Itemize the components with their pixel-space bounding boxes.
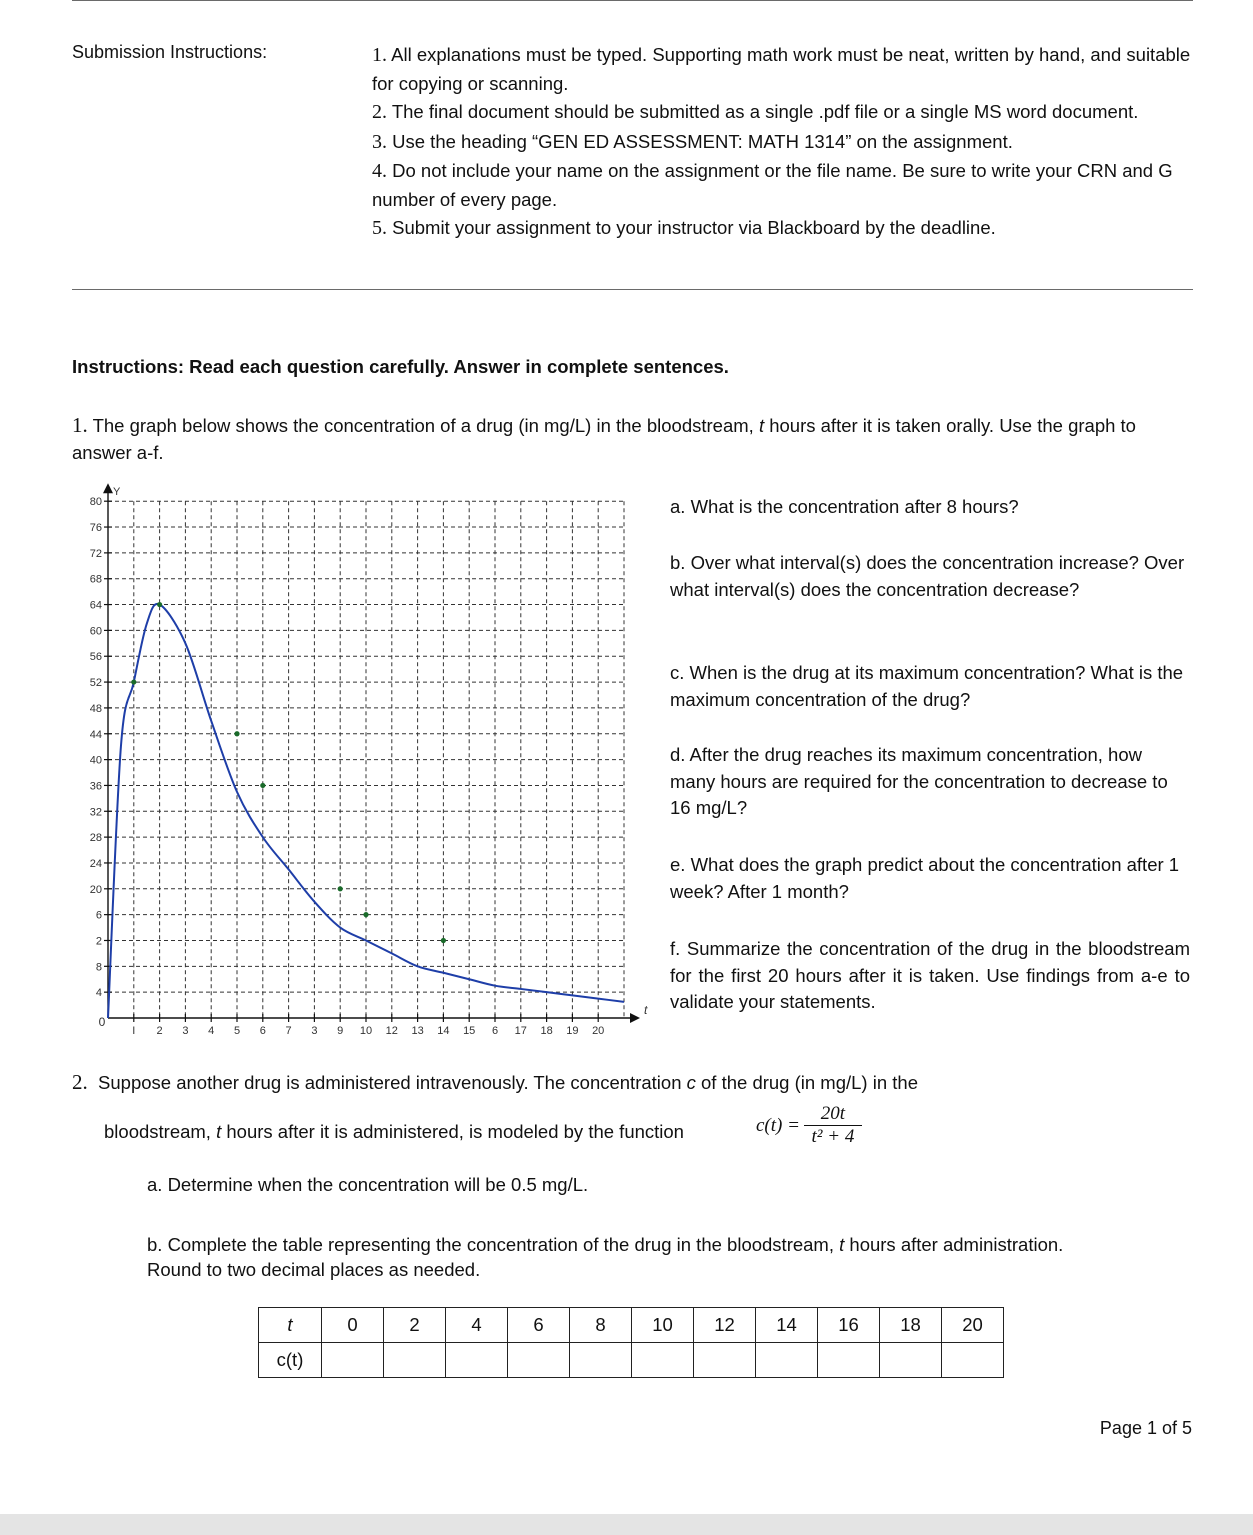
page-number: Page 1 of 5 [1099, 1418, 1192, 1438]
answer-cell[interactable] [818, 1343, 880, 1378]
answer-cell[interactable] [322, 1343, 384, 1378]
table-cell: 12 [694, 1308, 756, 1343]
formula-numerator: 20t [820, 1103, 846, 1124]
x-axis-label: t [644, 1003, 648, 1017]
concentration-formula [756, 1103, 862, 1148]
question-1f: f. Summarize the concentration of the drug in the bloodstream for the first 20 hours after it is taken. Use findings from a-e to validate your statements. [670, 938, 1190, 1012]
submission-item: 2. The final document should be submitted as a single .pdf file or a single MS word document. [372, 101, 1139, 123]
origin-label: 0 [98, 1015, 106, 1029]
y-tick-label: 48 [89, 702, 102, 715]
question-2a: a. Determine when the concentration will be 0.5 mg/L. [147, 1174, 589, 1195]
x-tick-label: I [132, 1025, 136, 1037]
section-rule [72, 289, 1193, 290]
question-2b: b. Complete the table representing the concentration of the drug in the bloodstream, t hours after administration. Round to two decimal places as needed. [147, 1234, 1064, 1280]
x-tick-label: 10 [359, 1025, 373, 1037]
question-2-prompt: 2. Suppose another drug is administered intravenously. The concentration c of the drug (in mg/L) in the [72, 1070, 918, 1094]
x-tick-label: 2 [156, 1025, 163, 1037]
submission-item: 4. Do not include your name on the assignment or the file name. Be sure to write your CRN and G number of every page. [372, 160, 1173, 210]
instructions-heading: Instructions: Read each question carefully. Answer in complete sentences. [72, 356, 729, 377]
y-axis-label: Y [113, 486, 121, 499]
concentration-graph [80, 478, 660, 1038]
x-tick-label: 6 [259, 1025, 266, 1037]
table-cell: 6 [508, 1308, 570, 1343]
data-point [363, 912, 368, 917]
data-point [234, 731, 239, 736]
answer-cell[interactable] [942, 1343, 1004, 1378]
x-tick-label: 3 [311, 1025, 318, 1037]
answer-cell[interactable] [632, 1343, 694, 1378]
x-tick-label: 13 [411, 1025, 424, 1037]
y-tick-label: 44 [89, 728, 102, 741]
c-header: c(t) [259, 1343, 322, 1378]
table-cell: 8 [570, 1308, 632, 1343]
table-row-c [259, 1343, 1004, 1378]
x-tick-label: 3 [182, 1025, 189, 1037]
question-1a: a. What is the concentration after 8 hours? [670, 496, 1019, 517]
y-tick-label: 68 [89, 573, 102, 586]
y-tick-label: 76 [89, 522, 102, 535]
question-1b: b. Over what interval(s) does the concentration increase? Over what interval(s) does the concentration decrease? [670, 552, 1185, 600]
table-row-t [259, 1308, 1004, 1343]
answer-cell[interactable] [570, 1343, 632, 1378]
answer-cell[interactable] [508, 1343, 570, 1378]
formula-denominator: t² + 4 [811, 1126, 855, 1147]
y-tick-label: 24 [89, 857, 102, 870]
x-tick-label: 14 [437, 1025, 450, 1037]
answer-cell[interactable] [694, 1343, 756, 1378]
x-tick-label: 9 [337, 1025, 344, 1037]
y-tick-label: 64 [89, 599, 102, 612]
table-cell: 20 [942, 1308, 1004, 1343]
submission-label: Submission Instructions: [72, 42, 268, 62]
y-tick-label: 8 [95, 961, 102, 974]
y-tick-label: 52 [89, 677, 102, 690]
answer-cell[interactable] [384, 1343, 446, 1378]
y-tick-label: 28 [89, 832, 102, 845]
x-axis-arrow-icon [630, 1013, 640, 1023]
table-cell: 4 [446, 1308, 508, 1343]
answer-cell[interactable] [756, 1343, 818, 1378]
top-rule [72, 0, 1193, 1]
x-tick-label: 15 [463, 1025, 476, 1037]
x-tick-label: 17 [514, 1025, 527, 1037]
table-cell: 0 [322, 1308, 384, 1343]
y-tick-label: 56 [89, 651, 102, 664]
question-1d: d. After the drug reaches its maximum concentration, how many hours are required for the concentration to decrease to 16 mg/L? [670, 744, 1168, 818]
y-tick-label: 32 [89, 806, 102, 819]
data-point [260, 783, 265, 788]
x-tick-label: 18 [540, 1025, 553, 1037]
table-cell: 2 [384, 1308, 446, 1343]
answer-cell[interactable] [446, 1343, 508, 1378]
x-tick-label: 4 [208, 1025, 215, 1037]
y-axis-arrow-icon [103, 483, 113, 493]
x-tick-label: 12 [385, 1025, 398, 1037]
answer-cell[interactable] [880, 1343, 942, 1378]
data-point [131, 679, 136, 684]
x-tick-label: 6 [491, 1025, 499, 1037]
question-1e: e. What does the graph predict about the concentration after 1 week? After 1 month? [670, 854, 1180, 902]
data-point [338, 886, 343, 891]
submission-item: 5. Submit your assignment to your instructor via Blackboard by the deadline. [372, 217, 996, 239]
table-cell: 14 [756, 1308, 818, 1343]
submission-item: 3. Use the heading “GEN ED ASSESSMENT: MATH 1314” on the assignment. [372, 130, 1013, 153]
y-tick-label: 36 [89, 780, 102, 793]
submission-item: 1. All explanations must be typed. Supporting math work must be neat, written by hand, and suitable for copying or scanning. [372, 44, 1191, 94]
x-tick-label: 20 [592, 1025, 605, 1037]
data-point [157, 602, 162, 607]
concentration-table [258, 1307, 1004, 1378]
y-tick-label: 60 [89, 625, 102, 638]
x-tick-label: 7 [285, 1025, 292, 1037]
y-tick-label: 4 [95, 987, 102, 1000]
table-cell: 18 [880, 1308, 942, 1343]
y-tick-label: 72 [89, 547, 102, 560]
question-1c: c. When is the drug at its maximum concentration? What is the maximum concentration of the drug? [670, 662, 1184, 710]
y-tick-label: 40 [89, 754, 102, 767]
x-tick-label: 19 [566, 1025, 579, 1037]
table-cell: 10 [632, 1308, 694, 1343]
y-tick-label: 80 [89, 496, 102, 509]
y-tick-label: 2 [95, 935, 102, 948]
table-cell: 16 [818, 1308, 880, 1343]
formula-lhs: c(t) = [756, 1114, 800, 1136]
submission-list [372, 41, 1192, 244]
bottom-scroll-bar [0, 1514, 1253, 1535]
question-1-prompt: 1. The graph below shows the concentration of a drug (in mg/L) in the bloodstream, t hours after it is taken orally. Use the graph to answer a-f. [72, 413, 1136, 463]
y-tick-label: 6 [95, 909, 102, 922]
t-header: t [259, 1308, 322, 1343]
x-tick-label: 5 [233, 1025, 241, 1037]
y-tick-label: 20 [89, 883, 102, 896]
data-point [441, 938, 446, 943]
question-2-prompt-line2: bloodstream, t hours after it is administered, is modeled by the function [104, 1121, 684, 1142]
